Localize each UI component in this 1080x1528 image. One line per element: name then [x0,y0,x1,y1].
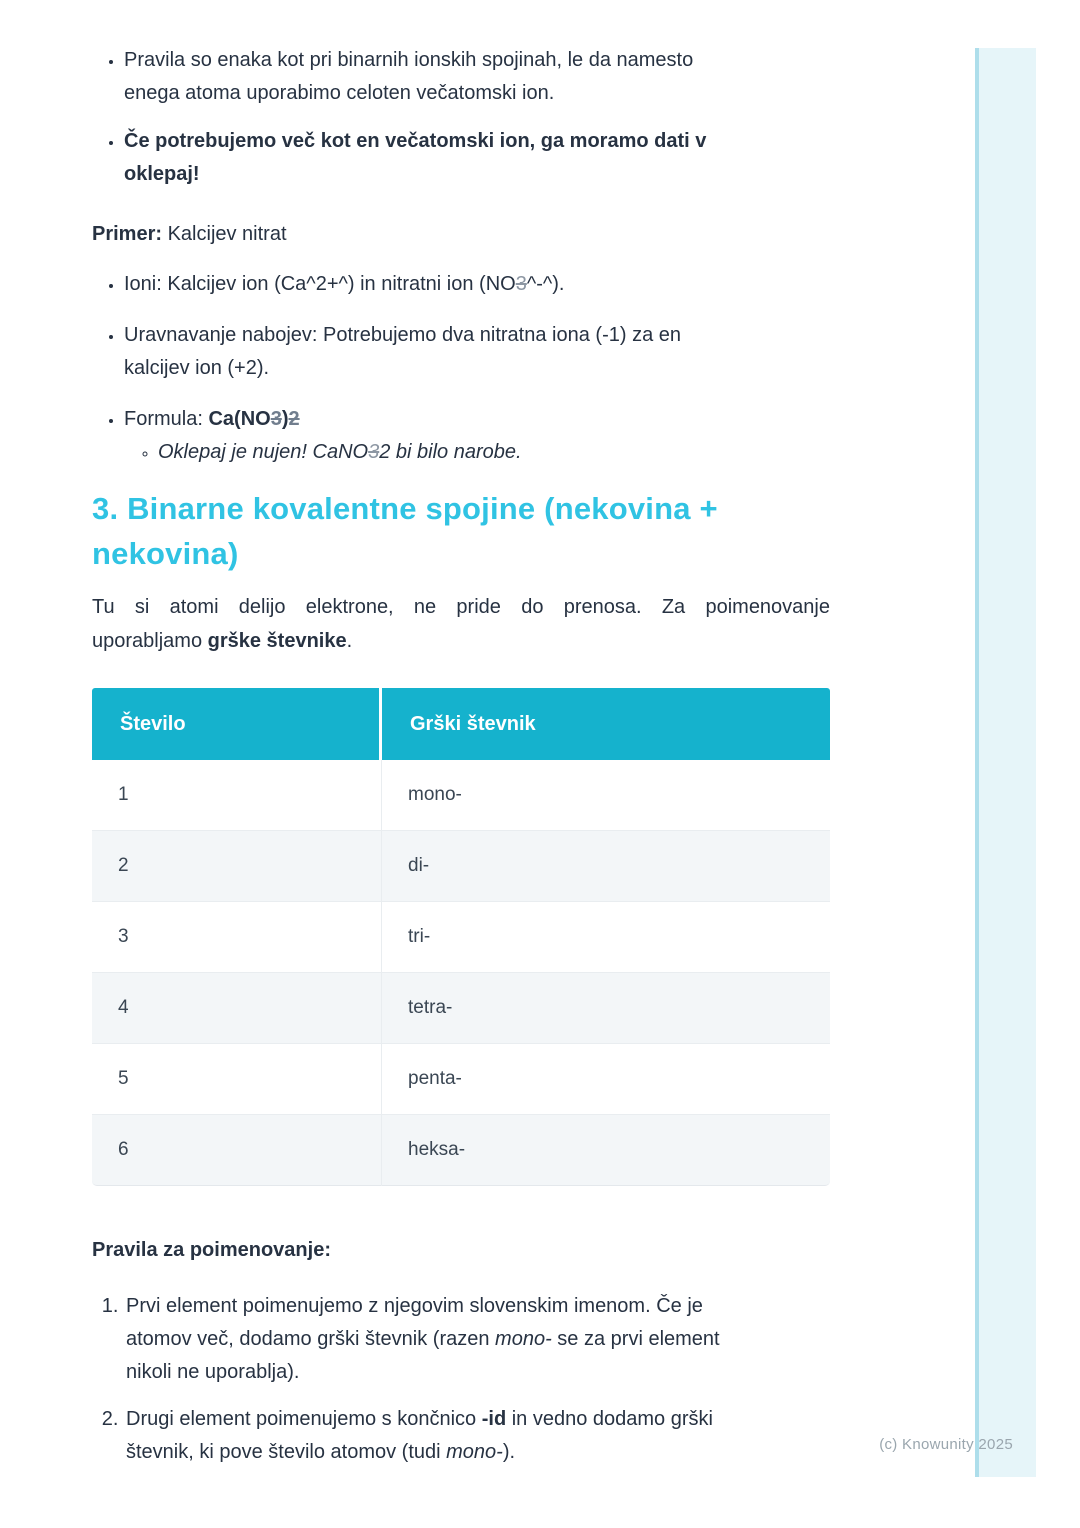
cell-number: 5 [92,1044,382,1115]
copyright-notice: (c) Knowunity 2025 [879,1436,1013,1453]
section-intro-paragraph [92,590,830,658]
rule-second-element [124,1403,830,1469]
cell-greek-prefix: di- [382,831,830,902]
rule-first-element [124,1290,830,1389]
cell-number: 1 [92,760,382,831]
greek-table-row [92,831,830,902]
paragraph-line2-bold: grške števnike [207,630,347,652]
rules-section [92,1290,830,1483]
formula-bold-part1: Ca(NO [208,408,271,430]
greek-table-header-row [92,688,830,760]
cell-greek-prefix: heksa- [382,1115,830,1186]
rule1-line2 [126,1323,830,1356]
cell-greek-prefix: tri- [382,902,830,973]
bullet-charge-line2: kalcijev ion (+2). [124,357,270,379]
example-detail-section [92,268,830,469]
rules-title: Pravila za poimenovanje: [92,1239,331,1261]
bullet-charge-balance [124,319,830,385]
rule1-line2-pre: atomov več, dodamo grški števnik (razen [126,1328,496,1350]
example-label-line [92,218,830,251]
section-heading-line2: nekovina) [92,536,239,571]
intro-bullet-rules-line2: enega atoma uporabimo celoten večatomski ion. [124,82,555,104]
rule2-line2-pre: števnik, ki pove število atomov (tudi [126,1441,447,1463]
page-margin-stripe-line [975,48,979,1477]
cell-number: 2 [92,831,382,902]
formula-struck-2: 2 [288,408,300,430]
example-text: Kalcijev nitrat [162,223,287,245]
cell-number: 6 [92,1115,382,1186]
rule2-line1-bold: -id [481,1408,507,1430]
example-label: Primer: [92,223,163,245]
bullet-formula-line [124,403,830,436]
page-margin-stripe [979,48,1036,1477]
rule1-line2-post: se za prvi element [551,1328,720,1350]
example-bullet-list [92,268,830,469]
formula-label: Formula: [124,408,209,430]
greek-numerals-table [92,688,830,1186]
formula-note [158,436,830,469]
rules-list [92,1290,830,1469]
intro-section [92,44,830,206]
cell-number: 4 [92,973,382,1044]
greek-numerals-table-wrap [92,688,830,1186]
rule2-line2 [126,1436,830,1469]
intro-bullet-parentheses [124,125,830,191]
formula-note-pre: Oklepaj je nujen! CaNO [158,441,369,463]
ions-text-post: ^-^). [526,273,565,295]
intro-bullet-rules-line1: • Pravila so enaka kot pri binarnih ionskih spojinah, le da namesto [124,49,694,71]
formula-note-list [124,436,830,469]
greek-table-body [92,760,830,1186]
rule2-line1-pre: Drugi element poimenujemo s končnico [126,1408,482,1430]
greek-table-row [92,973,830,1044]
formula-bold-part2: ) [281,408,289,430]
section-paragraph-line2 [92,624,830,658]
greek-table-row [92,902,830,973]
column-header-number: Število [92,688,382,760]
rule1-line1: 1. Prvi element poimenujemo z njegovim slovenskim imenom. Če je [126,1295,703,1317]
intro-bullet-parentheses-line1: • Če potrebujemo več kot en večatomski ion, ga moramo dati v [124,130,707,152]
greek-table-row [92,760,830,831]
section-heading-line1: 3. Binarne kovalentne spojine (nekovina + [92,491,718,526]
cell-number: 3 [92,902,382,973]
section-paragraph-line1: Tu si atomi delijo elektrone, ne pride do prenosa. Za poimenovanje [92,596,830,618]
cell-greek-prefix: mono- [382,760,830,831]
rule2-line1-post: in vedno dodamo grški [506,1408,713,1430]
paragraph-line2-post: . [346,630,353,652]
formula-note-struck-3: 3 [368,441,380,463]
cell-greek-prefix: penta- [382,1044,830,1115]
rule1-line3: nikoli ne uporablja). [126,1361,300,1383]
intro-bullet-list [92,44,830,191]
column-header-greek-prefix: Grški števnik [382,688,830,760]
rule1-line2-italic: mono- [495,1328,552,1350]
rule2-line2-post: ). [502,1441,516,1463]
rule2-line1 [126,1403,830,1436]
formula-note-post: 2 bi bilo narobe. [379,441,522,463]
bullet-formula [124,403,830,469]
ions-struck-digit: 3 [515,273,527,295]
bullet-ions-line [124,268,830,301]
cell-greek-prefix: tetra- [382,973,830,1044]
ions-text-pre: Ioni: Kalcijev ion (Ca^2+^) in nitratni ion (NO [124,273,516,295]
greek-table-head [92,688,830,760]
intro-bullet-rules [124,44,830,110]
formula-struck-3: 3 [270,408,282,430]
bullet-charge-line1: • Uravnavanje nabojev: Potrebujemo dva nitratna iona (-1) za en [124,324,681,346]
intro-bullet-parentheses-line2: oklepaj! [124,163,200,185]
paragraph-line2-pre: uporabljamo [92,630,208,652]
bullet-ions [124,268,830,301]
greek-table-row [92,1044,830,1115]
rule2-line2-italic: mono- [446,1441,503,1463]
greek-table-row [92,1115,830,1186]
section-heading-binary-covalent [92,486,830,576]
